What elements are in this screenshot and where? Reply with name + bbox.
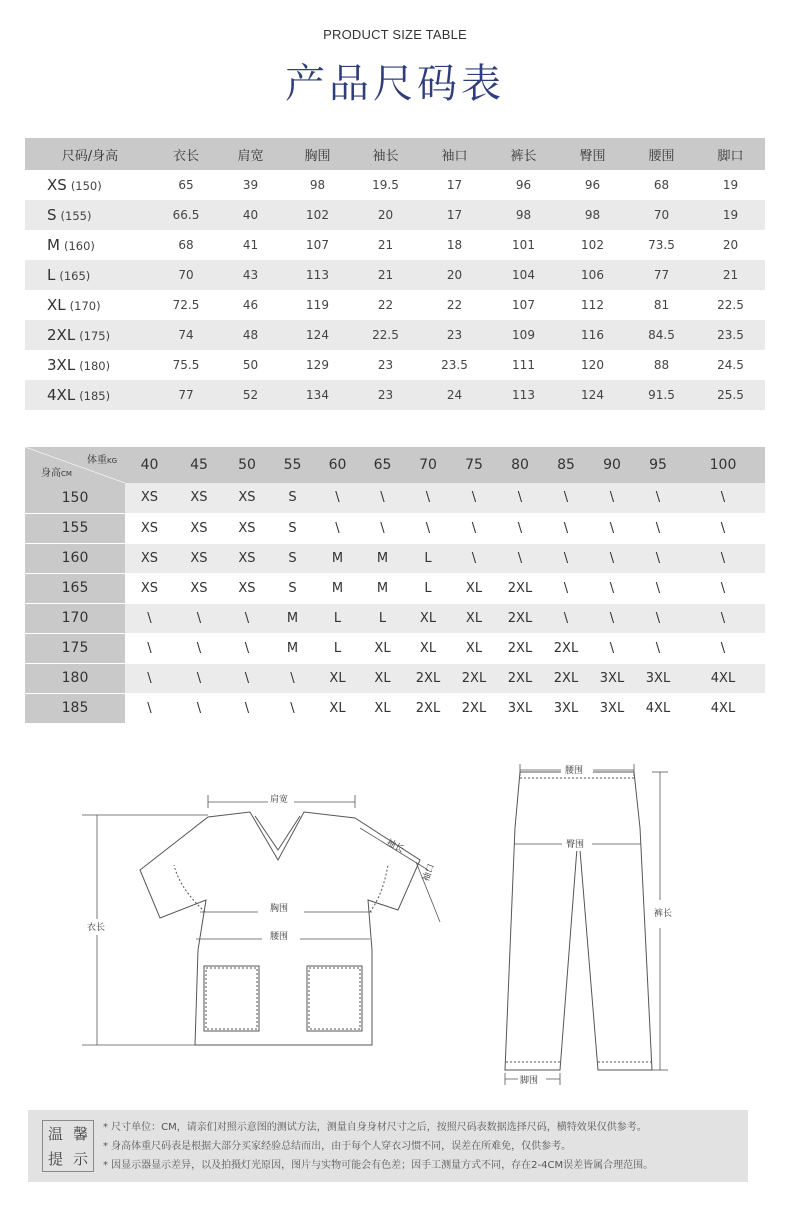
- size-value: 23: [351, 380, 420, 410]
- size-value: 74: [155, 320, 217, 350]
- size-value: 112: [581, 298, 604, 312]
- recommended-size: XL: [419, 640, 437, 656]
- recommended-size: \: [315, 483, 360, 513]
- recommended-size: XS: [174, 543, 224, 573]
- recommended-size: 2XL: [553, 640, 579, 656]
- recommended-size: 2XL: [451, 663, 497, 693]
- size-value: 91.5: [627, 380, 696, 410]
- recommended-size: \: [405, 483, 451, 513]
- size-value: 41: [242, 238, 259, 252]
- size-value: 81: [653, 298, 670, 312]
- weight-header: 75: [451, 447, 497, 483]
- recommended-size: XS: [140, 580, 159, 596]
- recommended-size: M: [286, 640, 299, 656]
- size-value: 96: [515, 178, 532, 192]
- recommended-size: \: [224, 663, 270, 693]
- size-value: 24.5: [717, 358, 744, 372]
- recommended-size: 2XL: [543, 663, 589, 693]
- size-value: 39: [242, 178, 259, 192]
- weight-header: 50: [224, 447, 270, 483]
- size-col-header: 肩宽: [217, 138, 284, 170]
- table-row: [25, 320, 765, 350]
- table-row: [25, 170, 765, 200]
- size-value: 23: [420, 320, 489, 350]
- right-pocket: [307, 966, 362, 1031]
- recommended-size: 2XL: [497, 663, 543, 693]
- recommended-size: \: [224, 603, 270, 633]
- recommended-size: XL: [465, 640, 483, 656]
- size-value: 101: [512, 238, 535, 252]
- table-row: [25, 380, 765, 410]
- size-label: 2XL (175): [25, 320, 155, 350]
- recommended-size: \: [125, 603, 174, 633]
- size-value: 17: [420, 200, 489, 230]
- recommended-size: 3XL: [553, 700, 579, 716]
- size-value: 106: [558, 260, 627, 290]
- table-row: [25, 663, 765, 693]
- recommended-size: \: [655, 580, 661, 596]
- weight-header: 95: [635, 447, 681, 483]
- size-value: 23: [377, 358, 394, 372]
- recommended-size: 2XL: [405, 663, 451, 693]
- weight-header: 60: [315, 447, 360, 483]
- size-value: 70: [627, 200, 696, 230]
- recommended-size: \: [543, 603, 589, 633]
- recommended-size: \: [681, 483, 765, 513]
- recommended-size: XS: [190, 580, 208, 596]
- size-value: 23.5: [441, 358, 468, 372]
- height-label: 150: [25, 483, 125, 513]
- recommended-size: \: [635, 483, 681, 513]
- recommendation-table-header: [25, 447, 765, 483]
- height-label: 180: [25, 663, 125, 693]
- size-value: 73.5: [648, 238, 675, 252]
- recommended-size: XL: [315, 663, 360, 693]
- recommended-size: \: [543, 543, 589, 573]
- recommended-size: L: [424, 580, 432, 596]
- size-value: 40: [217, 200, 284, 230]
- label-hip: 臀围: [566, 840, 585, 850]
- size-col-header: 脚口: [696, 138, 765, 170]
- recommended-size: \: [497, 543, 543, 573]
- recommended-size: \: [655, 640, 661, 656]
- recommended-size: M: [315, 543, 360, 573]
- recommended-size: 4XL: [710, 700, 736, 716]
- recommended-size: 2XL: [461, 700, 487, 716]
- recommended-size: \: [196, 640, 202, 656]
- height-label: 165: [25, 573, 125, 603]
- recommended-size: \: [720, 580, 726, 596]
- recommended-size: M: [270, 603, 315, 633]
- size-value: 134: [284, 380, 351, 410]
- recommended-size: XS: [140, 520, 159, 536]
- size-value: 17: [446, 178, 463, 192]
- weight-header: 40: [125, 447, 174, 483]
- height-label: 160: [25, 543, 125, 573]
- recommended-size: \: [451, 483, 497, 513]
- table-row: [25, 603, 765, 633]
- recommended-size: \: [720, 640, 726, 656]
- recommended-size: S: [288, 580, 297, 596]
- page-subtitle: PRODUCT SIZE TABLE: [323, 27, 467, 42]
- pants-outline: [505, 772, 652, 1070]
- recommended-size: M: [376, 580, 389, 596]
- size-value: 21: [377, 238, 394, 252]
- table-row: [25, 260, 765, 290]
- recommended-size: \: [609, 580, 615, 596]
- size-value: 20: [351, 200, 420, 230]
- recommended-size: XS: [190, 520, 208, 536]
- size-value: 43: [217, 260, 284, 290]
- size-value: 21: [351, 260, 420, 290]
- size-value: 124: [558, 380, 627, 410]
- recommended-size: \: [609, 640, 615, 656]
- recommended-size: \: [589, 543, 635, 573]
- size-value: 68: [178, 238, 194, 252]
- recommended-size: XS: [238, 580, 256, 596]
- recommended-size: \: [244, 640, 250, 656]
- size-label: XL (170): [47, 296, 101, 314]
- size-value: 50: [242, 358, 259, 372]
- size-value: 113: [489, 380, 558, 410]
- size-value: 22.5: [717, 298, 744, 312]
- weight-header: 90: [589, 447, 635, 483]
- recommended-size: \: [380, 520, 385, 536]
- size-value: 22.5: [351, 320, 420, 350]
- height-label: 155: [25, 513, 125, 543]
- recommended-size: \: [635, 603, 681, 633]
- garment-diagram: [0, 740, 790, 1110]
- recommended-size: \: [609, 520, 615, 536]
- recommended-size: 3XL: [599, 700, 625, 716]
- table-row: [25, 573, 765, 603]
- size-value: 113: [284, 260, 351, 290]
- size-value: 104: [489, 260, 558, 290]
- size-col-header: 臀围: [558, 138, 627, 170]
- size-value: 52: [217, 380, 284, 410]
- recommended-size: \: [147, 700, 152, 716]
- recommended-size: \: [543, 483, 589, 513]
- size-table: [25, 138, 765, 410]
- recommended-size: XS: [125, 483, 174, 513]
- size-value: 48: [217, 320, 284, 350]
- size-value: 111: [512, 358, 535, 372]
- recommended-size: 2XL: [415, 700, 441, 716]
- size-value: 25.5: [696, 380, 765, 410]
- recommended-size: \: [563, 580, 569, 596]
- recommended-size: \: [270, 663, 315, 693]
- notes-lines: [103, 1118, 743, 1175]
- table-row: [25, 230, 765, 260]
- recommended-size: M: [331, 580, 344, 596]
- size-value: 98: [558, 200, 627, 230]
- size-label: L (165): [25, 260, 155, 290]
- size-col-header: 裤长: [489, 138, 558, 170]
- size-value: 77: [155, 380, 217, 410]
- size-value: 120: [581, 358, 604, 372]
- table-row: [25, 290, 765, 320]
- size-value: 102: [284, 200, 351, 230]
- size-value: 98: [489, 200, 558, 230]
- recommended-size: \: [147, 640, 152, 656]
- weight-header: 65: [360, 447, 405, 483]
- recommended-size: L: [360, 603, 405, 633]
- size-value: 88: [653, 358, 670, 372]
- recommended-size: XL: [451, 603, 497, 633]
- recommended-size: \: [497, 483, 543, 513]
- recommended-size: L: [333, 640, 342, 656]
- size-value: 24: [420, 380, 489, 410]
- size-label: M (160): [47, 236, 95, 254]
- size-label: 3XL (180): [47, 356, 111, 374]
- notes-label: 温 馨 提 示: [42, 1120, 94, 1172]
- table-row: [25, 543, 765, 573]
- recommended-size: L: [315, 603, 360, 633]
- size-value: 18: [446, 238, 463, 252]
- weight-header: 80: [497, 447, 543, 483]
- recommended-size: 3XL: [589, 663, 635, 693]
- table-row: [25, 513, 765, 543]
- recommended-size: \: [290, 700, 295, 716]
- size-value: 107: [512, 298, 535, 312]
- recommended-size: \: [196, 700, 202, 716]
- label-shoulder: 肩宽: [270, 795, 289, 805]
- label-chest: 胸围: [270, 904, 289, 914]
- recommended-size: \: [451, 543, 497, 573]
- recommended-size: XL: [374, 640, 391, 656]
- size-value: 20: [420, 260, 489, 290]
- size-value: 116: [558, 320, 627, 350]
- height-label: 175: [25, 633, 125, 663]
- recommended-size: XL: [360, 663, 405, 693]
- size-label: 4XL (185): [25, 380, 155, 410]
- recommended-size: \: [174, 663, 224, 693]
- size-value: 19: [696, 200, 765, 230]
- label-sleeve-length: 袖长: [384, 837, 406, 856]
- table-corner: 体重KG 身高CM: [25, 447, 125, 483]
- recommended-size: \: [335, 520, 340, 536]
- label-waist-top: 腰围: [270, 932, 289, 942]
- notes-panel: [28, 1110, 748, 1182]
- recommended-size: \: [125, 663, 174, 693]
- note-line: * 身高体重尺码表是根据大部分买家经验总结而出，由于每个人穿衣习惯不同，误差在所难免，仅供参考。: [103, 1141, 572, 1152]
- note-line: * 因显示器显示差异，以及拍摄灯光原因，图片与实物可能会有色差；因手工测量方式不同，存在2-4CM误差皆属合理范围。: [103, 1160, 654, 1171]
- size-value: 102: [581, 238, 604, 252]
- recommended-size: S: [270, 543, 315, 573]
- recommended-size: \: [589, 483, 635, 513]
- size-col-header: 胸围: [284, 138, 351, 170]
- label-length: 衣长: [87, 923, 106, 933]
- recommended-size: \: [720, 520, 726, 536]
- recommended-size: XL: [329, 700, 346, 716]
- size-value: 119: [306, 298, 329, 312]
- size-value: 66.5: [155, 200, 217, 230]
- left-pocket: [204, 966, 259, 1031]
- size-value: 19: [722, 178, 739, 192]
- table-row: [25, 350, 765, 380]
- recommended-size: S: [270, 483, 315, 513]
- table-row: [25, 200, 765, 230]
- recommended-size: XS: [174, 483, 224, 513]
- size-col-header: 袖长: [351, 138, 420, 170]
- size-label: S (155): [25, 200, 155, 230]
- page-title: 产品尺码表: [285, 61, 505, 107]
- recommendation-table: [25, 447, 765, 724]
- recommended-size: 2XL: [507, 580, 533, 596]
- size-value: 23.5: [696, 320, 765, 350]
- weight-header: 55: [270, 447, 315, 483]
- size-value: 21: [696, 260, 765, 290]
- recommended-size: 3XL: [635, 663, 681, 693]
- weight-header: 85: [543, 447, 589, 483]
- recommended-size: XL: [405, 603, 451, 633]
- recommended-size: 4XL: [681, 663, 765, 693]
- recommended-size: \: [681, 543, 765, 573]
- note-line: * 尺寸单位：CM，请亲们对照示意图的测试方法，测量自身身材尺寸之后，按照尺码表数据选择尺码，横特效果仅供参考。: [103, 1122, 647, 1133]
- size-value: 107: [306, 238, 329, 252]
- recommended-size: \: [174, 603, 224, 633]
- size-value: 22: [446, 298, 463, 312]
- size-col-header: 腰围: [627, 138, 696, 170]
- recommended-size: \: [244, 700, 250, 716]
- size-value: 72.5: [172, 298, 200, 312]
- size-value: 46: [242, 298, 259, 312]
- recommended-size: \: [517, 520, 523, 536]
- recommended-size: \: [589, 603, 635, 633]
- recommended-size: S: [288, 520, 297, 536]
- size-value: 19.5: [372, 178, 399, 192]
- size-value: 22: [377, 298, 394, 312]
- recommended-size: XS: [224, 543, 270, 573]
- label-pants-length: 裤长: [654, 909, 673, 919]
- size-value: 20: [722, 238, 739, 252]
- recommended-size: \: [563, 520, 569, 536]
- recommended-size: 2XL: [497, 603, 543, 633]
- size-col-header: 衣长: [155, 138, 217, 170]
- height-label: 170: [25, 603, 125, 633]
- recommended-size: \: [425, 520, 431, 536]
- recommended-size: XS: [224, 483, 270, 513]
- recommended-size: \: [655, 520, 661, 536]
- size-value: 124: [284, 320, 351, 350]
- label-cuff: 袖口: [421, 862, 437, 884]
- recommended-size: \: [471, 520, 477, 536]
- size-value: 77: [627, 260, 696, 290]
- size-value: 70: [155, 260, 217, 290]
- recommended-size: 4XL: [645, 700, 671, 716]
- size-label: XS (150): [47, 176, 102, 194]
- size-table-header: [25, 138, 765, 170]
- recommended-size: L: [405, 543, 451, 573]
- size-value: 65: [178, 178, 194, 192]
- recommended-size: 2XL: [507, 640, 533, 656]
- size-value: 84.5: [627, 320, 696, 350]
- recommended-size: \: [635, 543, 681, 573]
- measurement-diagram: [0, 740, 790, 1110]
- size-value: 75.5: [172, 358, 200, 372]
- recommended-size: XL: [374, 700, 391, 716]
- size-value: 68: [653, 178, 670, 192]
- table-row: [25, 633, 765, 663]
- size-value: 98: [309, 178, 326, 192]
- size-value: 96: [584, 178, 601, 192]
- table-row: [25, 693, 765, 723]
- recommended-size: XL: [465, 580, 483, 596]
- size-value: 129: [306, 358, 329, 372]
- recommended-size: 3XL: [507, 700, 533, 716]
- recommended-size: \: [360, 483, 405, 513]
- size-col-header: 尺码/身高: [25, 138, 155, 170]
- label-hem: 脚围: [520, 1076, 539, 1086]
- recommended-size: XS: [125, 543, 174, 573]
- recommended-size: \: [681, 603, 765, 633]
- recommended-size: M: [360, 543, 405, 573]
- weight-header: 45: [174, 447, 224, 483]
- height-label: 185: [25, 693, 125, 723]
- recommended-size: XS: [238, 520, 256, 536]
- table-row: [25, 483, 765, 513]
- weight-header: 100: [681, 447, 765, 483]
- weight-header: 70: [405, 447, 451, 483]
- size-col-header: 袖口: [420, 138, 489, 170]
- size-value: 109: [489, 320, 558, 350]
- label-pants-waist: 腰围: [565, 766, 584, 776]
